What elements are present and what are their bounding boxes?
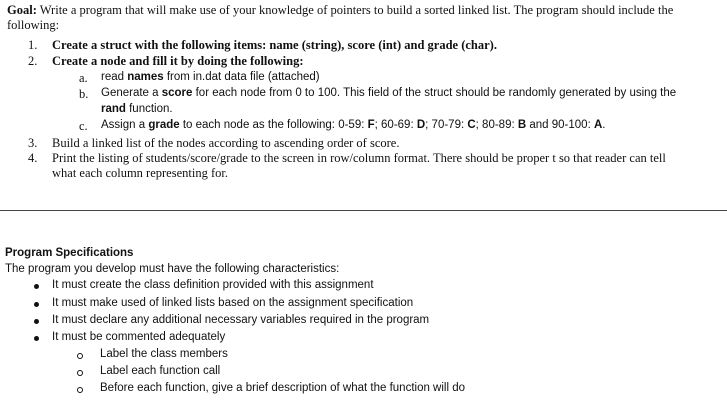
goal-paragraph-line2: following: xyxy=(7,18,60,32)
specs-title: Program Specifications xyxy=(5,247,134,259)
step-2-text: Create a node and fill it by doing the following: xyxy=(52,54,304,68)
grade-c: C xyxy=(467,119,476,131)
grade-b: B xyxy=(517,119,527,131)
substep-b-letter: b. xyxy=(79,87,89,101)
step-1-text: Create a struct with the following items: name (string), score (int) and grade (char). xyxy=(52,38,497,52)
bullet-icon xyxy=(34,284,39,289)
specs-intro: The program you develop must have the following characteristics: xyxy=(5,263,340,275)
step-2-number: 2. xyxy=(28,54,38,68)
spec-subbullet-3: Before each function, give a brief description of what the function will do xyxy=(100,382,466,394)
spec-subbullet-1: Label the class members xyxy=(100,348,228,360)
section-divider xyxy=(0,210,727,211)
goal-text: Write a program that will make use of your knowledge of pointers to build a sorted linked list. The program should include the xyxy=(36,3,674,17)
circle-bullet-icon xyxy=(77,370,83,376)
substep-c-letter: c. xyxy=(79,119,88,133)
spec-bullet-2: It must make used of linked lists based on the assignment specification xyxy=(52,297,414,309)
grade-a: A xyxy=(593,119,603,131)
score-term: score xyxy=(161,87,193,99)
spec-bullet-4: It must be commented adequately xyxy=(52,331,226,343)
grade-f: F xyxy=(367,119,375,131)
spec-subbullet-2: Label each function call xyxy=(100,365,221,377)
step-3-text: Build a linked list of the nodes according to ascending order of score. xyxy=(52,136,400,150)
step-3-number: 3. xyxy=(28,136,38,150)
bullet-icon xyxy=(34,319,39,324)
grade-term: grade xyxy=(148,119,180,131)
bullet-icon xyxy=(34,302,39,307)
names-term: names xyxy=(127,71,164,83)
step-4-number: 4. xyxy=(28,151,38,165)
circle-bullet-icon xyxy=(77,353,83,359)
spec-bullet-3: It must declare any additional necessary variables required in the program xyxy=(52,314,430,326)
bullet-icon xyxy=(34,336,39,341)
step-1-number: 1. xyxy=(28,38,38,52)
substep-c-text: Assign a grade to each node as the following: 0-59: F; 60-69: D; 70-79: C; 80-89: B and 90-100: A. xyxy=(101,119,606,131)
goal-label: Goal: xyxy=(7,3,37,17)
step-4-text-line1: Print the listing of students/score/grade to the screen in row/column format. There should be proper t so that reader can tell xyxy=(52,151,666,165)
goal-paragraph-line1 xyxy=(7,3,719,18)
substep-a-text: read names from in.dat data file (attached) xyxy=(101,71,320,83)
rand-term: rand xyxy=(101,103,126,115)
circle-bullet-icon xyxy=(77,387,83,393)
step-4-text-line2: what each column representing for. xyxy=(52,166,228,180)
substep-a-letter: a. xyxy=(79,71,88,85)
substep-b-text-line2: rand function. xyxy=(101,103,173,115)
grade-d: D xyxy=(416,119,426,131)
spec-bullet-1: It must create the class definition provided with this assignment xyxy=(52,279,374,291)
substep-b-text-line1: Generate a score for each node from 0 to 100. This field of the struct should be randomly generated by using the xyxy=(101,87,677,99)
